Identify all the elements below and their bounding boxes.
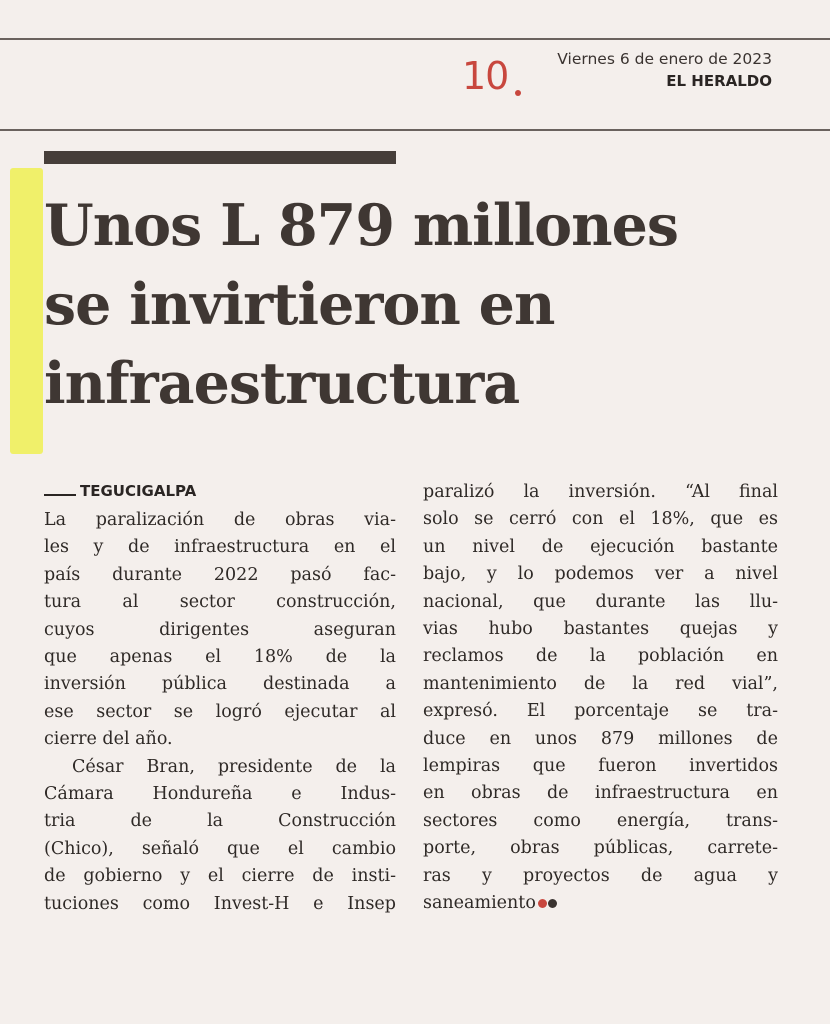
dateline	[44, 479, 196, 503]
body-line: que apenas el 18% de la	[44, 647, 396, 668]
body-line: ese sector se logró ejecutar al	[44, 701, 396, 722]
issue-date: Viernes 6 de enero de 2023	[557, 50, 772, 68]
headline	[44, 186, 804, 423]
body-line: sectores como energía, trans-	[423, 810, 778, 831]
headline-line: Unos L 879 millones	[44, 192, 678, 259]
body-line: país durante 2022 pasó fac-	[44, 564, 396, 585]
body-line: paralizó la inversión. “Al final	[423, 482, 778, 502]
end-dot-red	[538, 899, 547, 908]
headline-line: se invirtieron en	[44, 271, 555, 338]
body-line: un nivel de ejecución bastante	[423, 536, 778, 557]
body-line: tuciones como Invest-H e Insep	[44, 893, 396, 914]
body-line: duce en unos 879 millones de	[423, 728, 778, 749]
body-line: mantenimiento de la red vial”,	[423, 673, 778, 694]
body-line: vias hubo bastantes quejas y	[423, 619, 778, 640]
body-line: ras y proyectos de agua y	[423, 865, 778, 886]
dateline-dash	[44, 494, 76, 496]
newspaper-name: EL HERALDO	[666, 72, 772, 90]
dateline-text: TEGUCIGALPA	[80, 482, 197, 500]
body-line: porte, obras públicas, carrete-	[423, 838, 778, 859]
header-rule	[0, 129, 830, 131]
body-line: bajo, y lo podemos ver a nivel	[423, 564, 778, 585]
body-line: de gobierno y el cierre de insti-	[44, 866, 396, 887]
body-line: en obras de infraestructura en	[423, 783, 778, 804]
end-dot-dark	[548, 899, 557, 908]
body-line: lempiras que fueron invertidos	[423, 756, 778, 777]
body-line: La paralización de obras via-	[44, 510, 396, 530]
body-line: nacional, que durante las llu-	[423, 591, 778, 612]
body-line: solo se cerró con el 18%, que es	[423, 509, 778, 530]
page-number-dot	[515, 90, 521, 96]
article-column-1	[44, 507, 396, 918]
headline-line: infraestructura	[44, 350, 520, 417]
body-line: César Bran, presidente de la	[72, 756, 396, 777]
page-number: 10	[462, 54, 509, 98]
body-line: reclamos de la población en	[423, 646, 778, 667]
highlighter-mark	[10, 168, 43, 454]
body-line: les y de infraestructura en el	[44, 537, 396, 558]
body-line-final	[423, 890, 778, 918]
end-of-article-mark	[538, 890, 558, 917]
body-line: expresó. El porcentaje se tra-	[423, 701, 778, 722]
body-line: saneamiento	[423, 893, 536, 914]
top-rule	[0, 38, 830, 40]
body-line: (Chico), señaló que el cambio	[44, 838, 396, 859]
body-line: inversión pública destinada a	[44, 674, 396, 695]
body-line: tria de la Construcción	[44, 811, 396, 832]
article-column-2	[423, 479, 778, 918]
kicker-bar	[44, 151, 396, 164]
body-line: cuyos dirigentes aseguran	[44, 619, 396, 640]
body-line: tura al sector construcción,	[44, 592, 396, 613]
body-line: cierre del año.	[44, 729, 173, 750]
body-line: Cámara Hondureña e Indus-	[44, 784, 396, 805]
